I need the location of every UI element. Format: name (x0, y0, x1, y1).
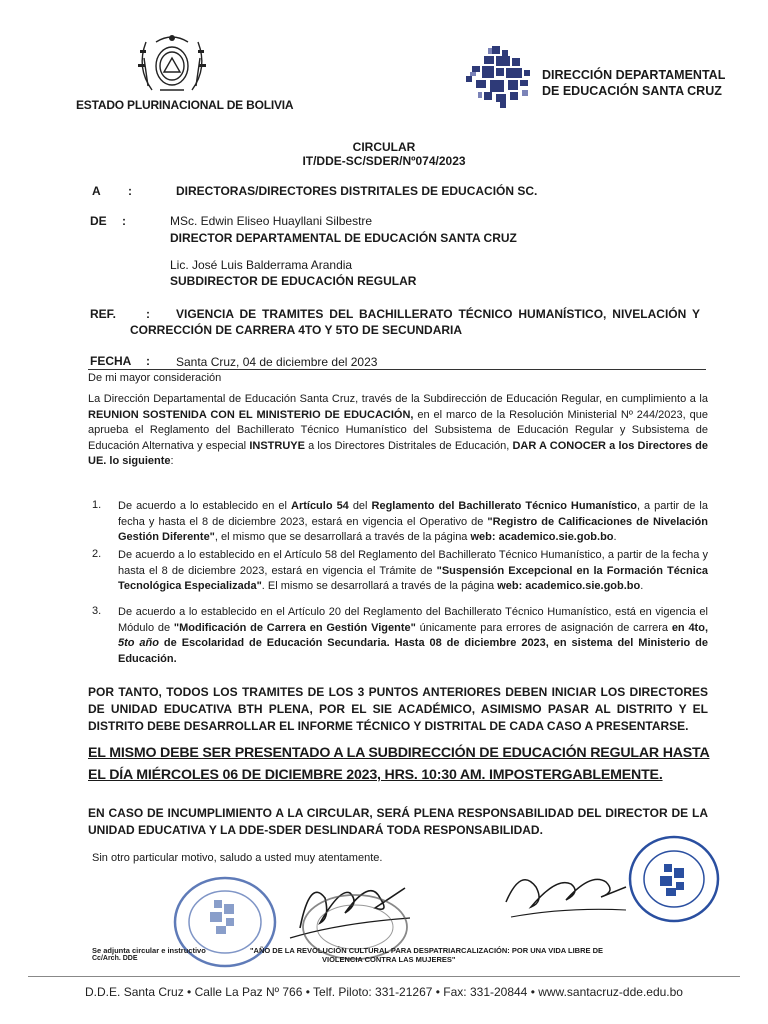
field-ref-line1: VIGENCIA DE TRAMITES DEL BACHILLERATO TÉCNICO HUMANÍSTICO, NIVELACIÓN Y (176, 307, 700, 321)
field-ref-colon: : (146, 307, 150, 321)
field-fecha-colon: : (146, 354, 150, 368)
footnote-left-1: Se adjunta circular e instructivo (92, 946, 206, 955)
intro-paragraph (88, 392, 708, 470)
item-bold: Reglamento del Bachillerato Técnico Humanístico (371, 500, 637, 512)
intro-text-1: La Dirección Departamental de Educación Santa Cruz, través de la Subdirección de Educación Regular, en cumplimiento a la (88, 393, 708, 405)
item-text: , el mismo que se desarrollará a través de la página (214, 531, 471, 543)
item-bold: web: academico.sie.gob.bo (470, 531, 614, 543)
field-fecha-value: Santa Cruz, 04 de diciembre del 2023 (176, 355, 378, 369)
item-text: . El mismo se desarrollará a través de la página (261, 580, 498, 592)
left-seal (170, 870, 280, 970)
item-bold: de Escolaridad de Educación Secundaria. Hasta 08 de diciembre 2023, en sistema del Ministerio de Educación. (118, 637, 708, 665)
intro-bold-3: DAR A CONOCER a los Directores de UE. lo siguiente (88, 439, 708, 467)
fecha-divider (88, 369, 706, 370)
item-number: 1. (92, 499, 102, 511)
list-item (118, 605, 708, 667)
bolivia-coat-of-arms-icon (130, 28, 214, 98)
item-text: De acuerdo a lo establecido en el (118, 500, 291, 512)
deadline-line2: EL DÍA MIÉRCOLES 06 DE DICIEMBRE 2023, HRS. 10:30 AM. IMPOSTERGABLEMENTE. (88, 767, 663, 783)
field-a-value: DIRECTORAS/DIRECTORES DISTRITALES DE EDUCACIÓN SC. (176, 184, 538, 198)
footnote-left-2: Cc/Arch. DDE (92, 955, 138, 962)
item-bold: "Modificación de Carrera en Gestión Vigente" (173, 621, 416, 634)
footer-divider (28, 976, 740, 977)
item-bold: Artículo 54 (291, 500, 349, 512)
field-ref-label: REF. (90, 307, 117, 321)
item-text: . (640, 580, 644, 592)
closing-text: Sin otro particular motivo, saludo a usted muy atentamente. (92, 852, 383, 864)
mosaic-logo-icon (466, 46, 532, 108)
item-number: 2. (92, 548, 102, 560)
field-de-title1: DIRECTOR DEPARTAMENTAL DE EDUCACIÓN SANTA CRUZ (170, 231, 517, 245)
item-text: De acuerdo a lo establecido en el Artículo 20 del Reglamento del Bachillerato Técnico Humanístico, está en vigencia el Módulo de (118, 606, 708, 634)
greeting: De mi mayor consideración (88, 372, 222, 384)
field-fecha-label: FECHA (90, 354, 132, 368)
item-bold-italic: 5to año (118, 637, 159, 649)
field-de-name1: MSc. Edwin Eliseo Huayllani Silbestre (170, 214, 373, 228)
header-right-line2: DE EDUCACIÓN SANTA CRUZ (542, 84, 722, 98)
item-text: del (348, 500, 372, 512)
list-item (118, 548, 708, 595)
intro-text-4: : (170, 455, 174, 467)
list-item (118, 499, 708, 546)
intro-text-3: a los Directores Distritales de Educación, (304, 439, 513, 452)
item-text: . (613, 531, 617, 543)
field-de-title2: SUBDIRECTOR DE EDUCACIÓN REGULAR (170, 274, 417, 288)
field-de-name2: Lic. José Luis Balderrama Arandia (170, 258, 353, 272)
item-text: De acuerdo a lo establecido en el Artículo 58 del Reglamento del Bachillerato Técnico Humanístico, a partir de la fecha y hasta el 8 de diciembre 2023, estará en vigencia el Trámite de (118, 549, 708, 577)
por-tanto-paragraph: POR TANTO, TODOS LOS TRAMITES DE LOS 3 PUNTOS ANTERIORES DEBEN INICIAR LOS DIRECTORES DE UNIDAD EDUCATIVA BTH PLENA, POR EL SIE ACADÉMICO, ASIMISMO PASAR AL DISTRITO Y EL DISTRITO DEBE DESARROLLAR EL INFORME TÉCNICO Y DISTRITAL DE CADA CASO A PRESENTARSE. (88, 685, 708, 733)
item-text: , a partir de la fecha y hasta el 8 de diciembre 2023, estará en vigencia el Operativo de (118, 500, 708, 528)
circular-title: CIRCULAR (352, 140, 416, 154)
signature-subdirector (496, 862, 636, 942)
header-right-line1: DIRECCIÓN DEPARTAMENTAL (542, 68, 726, 82)
field-a-colon: : (128, 184, 132, 198)
item-bold: "Suspensión Excepcional en la Formación Técnica Tecnológica Especializada" (118, 564, 708, 592)
deadline-line1: EL MISMO DEBE SER PRESENTADO A LA SUBDIRECCIÓN DE EDUCACIÓN REGULAR HASTA (88, 745, 710, 761)
field-de-colon: : (122, 214, 126, 228)
footer-address: D.D.E. Santa Cruz • Calle La Paz Nº 766 • Telf. Piloto: 331-21267 • Fax: 331-20844 • www.santacruz-dde.edu.bo (85, 985, 683, 999)
right-seal (626, 834, 722, 924)
intro-bold-1: REUNION SOSTENIDA CON EL MINISTERIO DE EDUCACIÓN, (88, 408, 414, 421)
footnote-right-1: "AÑO DE LA REVOLUCIÓN CULTURAL PARA DESPATRIARCALIZACIÓN: POR UNA VIDA LIBRE DE (250, 946, 603, 955)
item-bold: "Registro de Calificaciones de Nivelación Gestión Diferente" (118, 515, 708, 543)
item-text: únicamente para errores de asignación de carrera (415, 621, 672, 634)
item-number: 3. (92, 605, 102, 617)
header-left-label: ESTADO PLURINACIONAL DE BOLIVIA (76, 98, 294, 112)
field-a-label: A (92, 184, 101, 198)
intro-text-2: en el marco de la Resolución Ministerial Nº 244/2023, que aprueba el Reglamento del Bachillerato Técnico Humanístico del Subsistema de Educación Regular y Subsistema de Educación Alternativa y especial (88, 408, 708, 452)
circular-code: IT/DDE-SC/SDER/Nº074/2023 (302, 154, 466, 168)
item-bold: en 4to, (671, 621, 708, 634)
field-de-label: DE (90, 214, 107, 228)
field-ref-line2: CORRECCIÓN DE CARRERA 4TO Y 5TO DE SECUNDARIA (130, 323, 463, 337)
intro-bold-2: INSTRUYE (249, 439, 305, 452)
footnote-right-2: VIOLENCIA CONTRA LAS MUJERES" (322, 955, 456, 964)
item-bold: web: academico.sie.gob.bo (497, 580, 641, 592)
incumplimiento-paragraph: EN CASO DE INCUMPLIMIENTO A LA CIRCULAR, SERÁ PLENA RESPONSABILIDAD DEL DIRECTOR DE LA UNIDAD EDUCATIVA Y LA DDE-SDER DESLINDARÁ TODA RESPONSABILIDAD. (88, 806, 708, 837)
